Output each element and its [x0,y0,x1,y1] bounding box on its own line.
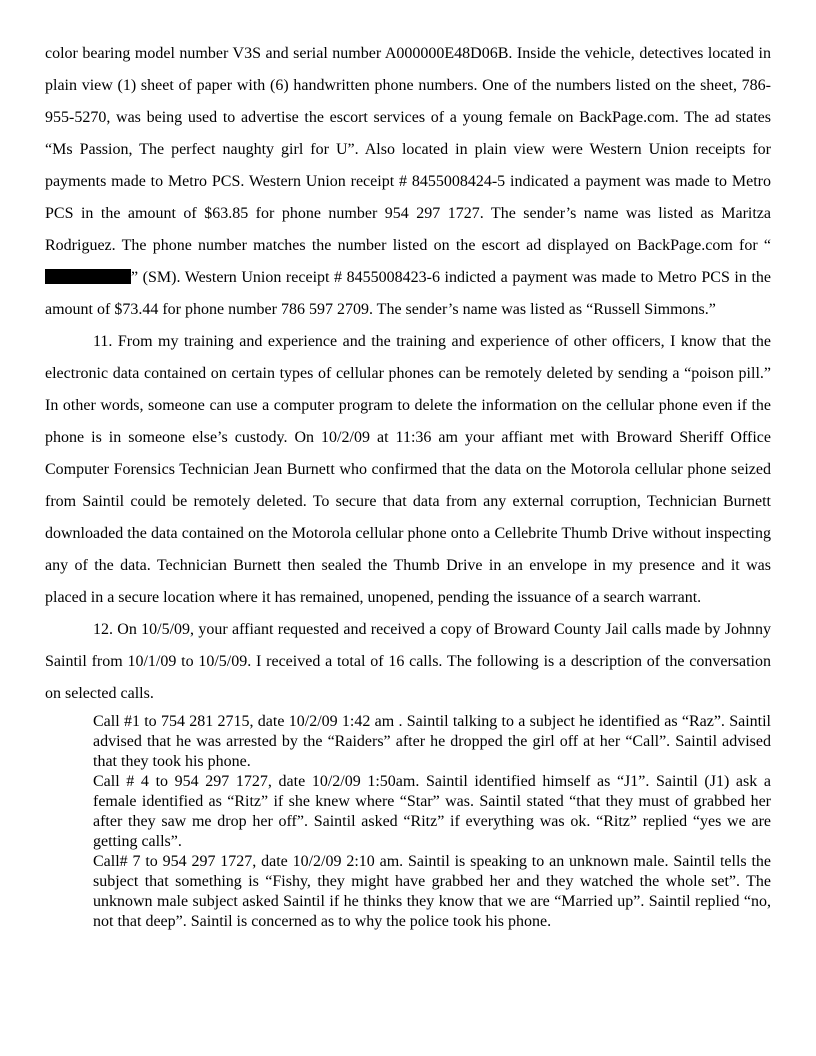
document-page [45,38,771,932]
call-descriptions [93,712,771,932]
paragraph-10-text-before-redaction: color bearing model number V3S and serial number A000000E48D06B. Inside the vehicle, detectives located in plain view (1) sheet of paper with (6) handwritten phone numbers. One of the numbers listed on the sheet, 786-955-5270, was being used to advertise the escort services of a young female on BackPage.com. The ad states “Ms Passion, The perfect naughty girl for U”. Also located in plain view were Western Union receipts for payments made to Metro PCS. Western Union receipt # 8455008424-5 indicated a payment was made to Metro PCS in the amount of $63.85 for phone number 954 297 1727. The sender’s name was listed as Maritza Rodriguez. The phone number matches the number listed on the escort ad displayed on BackPage.com for “ [45,45,771,254]
call-entry-4: Call # 4 to 954 297 1727, date 10/2/09 1:50am. Saintil identified himself as “J1”. Saintil (J1) ask a female identified as “Ritz” if she knew where “Star” was. Saintil stated “that they must of grabbed her after they saw me drop her off”. Saintil asked “Ritz” if everything was ok. “Ritz” replied “yes we are getting calls”. [93,773,771,850]
call-entry-7: Call# 7 to 954 297 1727, date 10/2/09 2:10 am. Saintil is speaking to an unknown male. Saintil tells the subject that something is “Fishy, they might have grabbed her and they watched the whole set”. The unknown male subject asked Saintil if he thinks they know that we are “Married up”. Saintil replied “no, not that deep”. Saintil is concerned as to why the police took his phone. [93,853,771,930]
paragraph-10-text-after-redaction: ” (SM). Western Union receipt # 8455008423-6 indicted a payment was made to Metro PCS in the amount of $73.44 for phone number 786 597 2709. The sender’s name was listed as “Russell Simmons.” [45,269,771,318]
call-entry-1: Call #1 to 754 281 2715, date 10/2/09 1:42 am . Saintil talking to a subject he identified as “Raz”. Saintil advised that he was arrested by the “Raiders” after he dropped the girl off at her “Call”. Saintil advised that they took his phone. [93,713,771,770]
paragraph-10-continued [45,38,771,326]
redaction-bar [45,269,131,284]
paragraph-12: 12. On 10/5/09, your affiant requested and received a copy of Broward County Jail calls made by Johnny Saintil from 10/1/09 to 10/5/09. I received a total of 16 calls. The following is a description of the conversation on selected calls. [45,621,771,702]
paragraph-11: 11. From my training and experience and the training and experience of other officers, I know that the electronic data contained on certain types of cellular phones can be remotely deleted by sending a “poison pill.” In other words, someone can use a computer program to delete the information on the cellular phone even if the phone is in someone else’s custody. On 10/2/09 at 11:36 am your affiant met with Broward Sheriff Office Computer Forensics Technician Jean Burnett who confirmed that the data on the Motorola cellular phone seized from Saintil could be remotely deleted. To secure that data from any external corruption, Technician Burnett downloaded the data contained on the Motorola cellular phone onto a Cellebrite Thumb Drive without inspecting any of the data. Technician Burnett then sealed the Thumb Drive in an envelope in my presence and it was placed in a secure location where it has remained, unopened, pending the issuance of a search warrant. [45,333,771,606]
